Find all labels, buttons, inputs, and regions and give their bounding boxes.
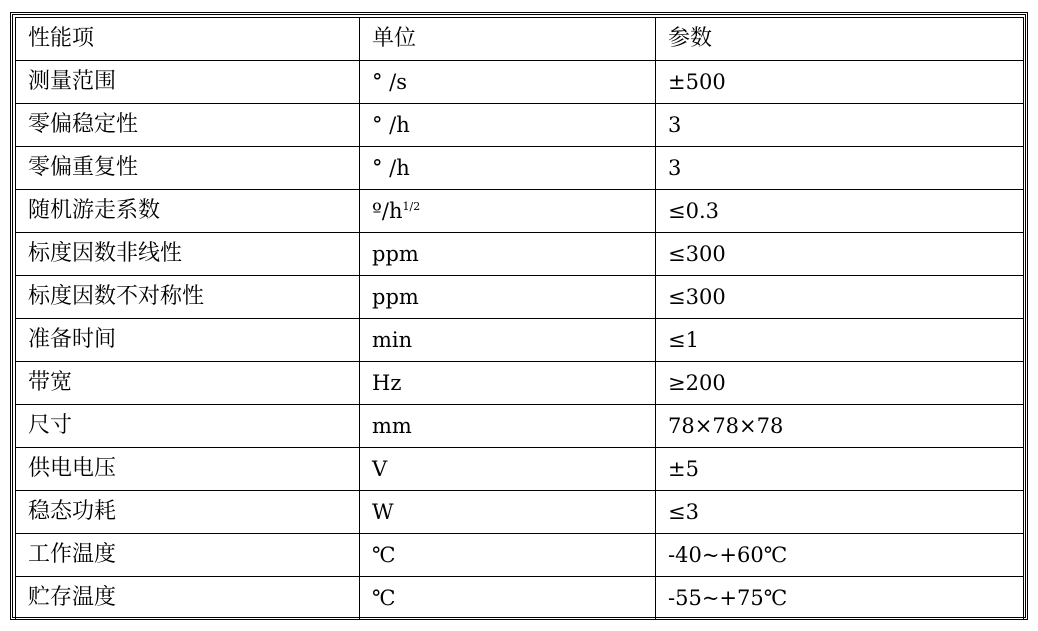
cell-item: 稳态功耗 [16, 491, 360, 534]
table-row [16, 147, 1024, 190]
cell-param: 3 [656, 104, 1024, 147]
cell-param: ≤3 [656, 491, 1024, 534]
table-row [16, 233, 1024, 276]
cell-unit: ° /s [360, 61, 656, 104]
cell-unit: ° /h [360, 104, 656, 147]
cell-unit: ppm [360, 233, 656, 276]
cell-unit: W [360, 491, 656, 534]
table-frame [10, 12, 1028, 620]
cell-item: 零偏重复性 [16, 147, 360, 190]
cell-param: ±5 [656, 448, 1024, 491]
cell-item: 供电电压 [16, 448, 360, 491]
header-param: 参数 [656, 18, 1024, 61]
cell-param: 3 [656, 147, 1024, 190]
table-row [16, 190, 1024, 233]
header-unit: 单位 [360, 18, 656, 61]
cell-item: 标度因数非线性 [16, 233, 360, 276]
table-header-row [16, 18, 1024, 61]
cell-item: 工作温度 [16, 534, 360, 577]
cell-item: 随机游走系数 [16, 190, 360, 233]
cell-param: ≤300 [656, 276, 1024, 319]
table-row [16, 577, 1024, 620]
table-row [16, 61, 1024, 104]
cell-unit: min [360, 319, 656, 362]
cell-unit: V [360, 448, 656, 491]
table-row [16, 104, 1024, 147]
unit-superscript: 1/2 [402, 199, 421, 213]
cell-unit [360, 190, 656, 233]
cell-item: 带宽 [16, 362, 360, 405]
table-row [16, 276, 1024, 319]
cell-item: 标度因数不对称性 [16, 276, 360, 319]
cell-unit: Hz [360, 362, 656, 405]
cell-param: -55~+75℃ [656, 577, 1024, 620]
table-row [16, 491, 1024, 534]
header-item: 性能项 [16, 18, 360, 61]
cell-param: 78×78×78 [656, 405, 1024, 448]
cell-param: ≤1 [656, 319, 1024, 362]
cell-item: 贮存温度 [16, 577, 360, 620]
cell-param: -40~+60℃ [656, 534, 1024, 577]
cell-unit: ℃ [360, 577, 656, 620]
table-row [16, 405, 1024, 448]
cell-unit: mm [360, 405, 656, 448]
unit-text: º/h [372, 198, 403, 223]
table-row [16, 534, 1024, 577]
table-row [16, 319, 1024, 362]
spec-table [15, 17, 1024, 620]
table-row [16, 362, 1024, 405]
cell-item: 尺寸 [16, 405, 360, 448]
cell-unit: ℃ [360, 534, 656, 577]
cell-item: 测量范围 [16, 61, 360, 104]
cell-unit: ppm [360, 276, 656, 319]
cell-item: 准备时间 [16, 319, 360, 362]
cell-param: ±500 [656, 61, 1024, 104]
cell-unit: ° /h [360, 147, 656, 190]
table-row [16, 448, 1024, 491]
cell-item: 零偏稳定性 [16, 104, 360, 147]
cell-param: ≤0.3 [656, 190, 1024, 233]
cell-param: ≤300 [656, 233, 1024, 276]
cell-param: ≥200 [656, 362, 1024, 405]
